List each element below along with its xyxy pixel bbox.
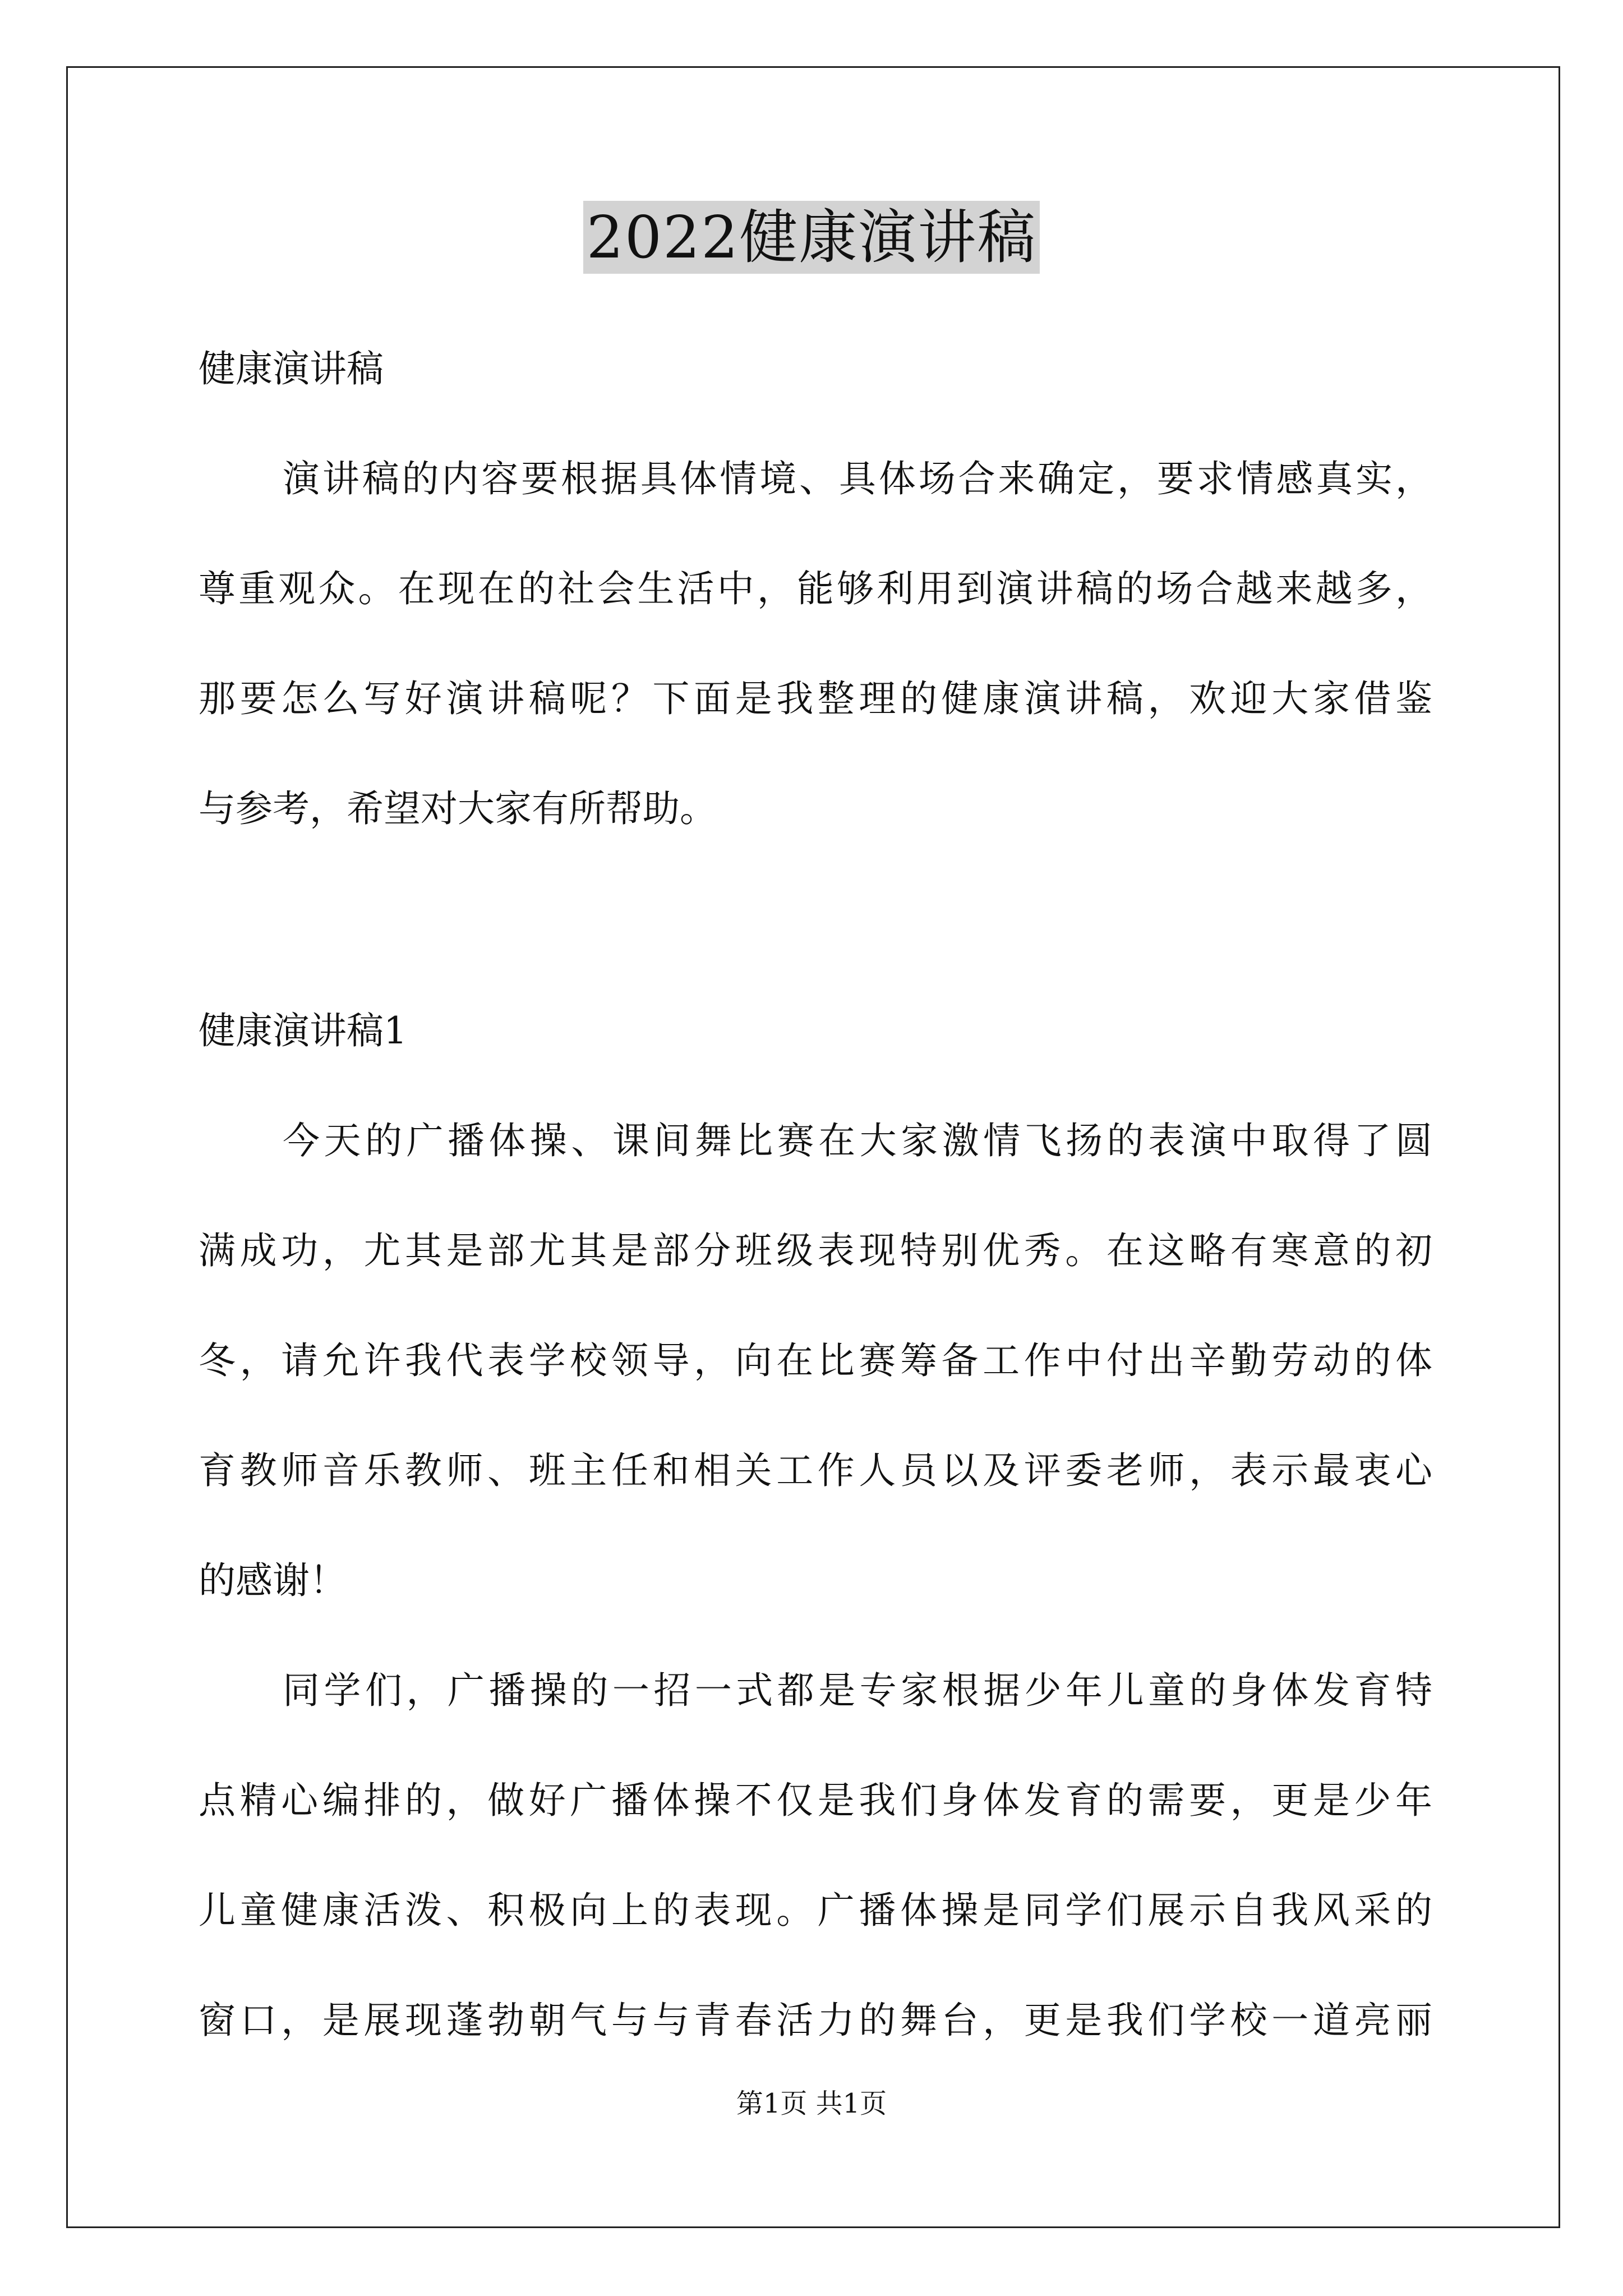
paragraph-line: 与参考，希望对大家有所帮助。 <box>199 787 717 830</box>
section-heading: 健康演讲稿1 <box>199 1009 407 1052</box>
paragraph-line: 那要怎么写好演讲稿呢？下面是我整理的健康演讲稿，欢迎大家借鉴 <box>199 677 1432 720</box>
paragraph-line: 儿童健康活泼、积极向上的表现。广播体操是同学们展示自我风采的 <box>199 1889 1432 1932</box>
title-container <box>0 201 1623 274</box>
paragraph-line: 今天的广播体操、课间舞比赛在大家激情飞扬的表演中取得了圆 <box>283 1119 1432 1162</box>
paragraph-line: 育教师音乐教师、班主任和相关工作人员以及评委老师，表示最衷心 <box>199 1449 1432 1492</box>
paragraph-line: 点精心编排的，做好广播体操不仅是我们身体发育的需要，更是少年 <box>199 1779 1432 1822</box>
paragraph-line: 同学们，广播操的一招一式都是专家根据少年儿童的身体发育特 <box>283 1669 1432 1712</box>
paragraph-line: 窗口，是展现蓬勃朝气与与青春活力的舞台，更是我们学校一道亮丽 <box>199 1999 1432 2042</box>
paragraph-line: 冬，请允许我代表学校领导，向在比赛筹备工作中付出辛勤劳动的体 <box>199 1339 1432 1382</box>
paragraph-line: 尊重观众。在现在的社会生活中，能够利用到演讲稿的场合越来越多， <box>199 567 1432 610</box>
document-body <box>199 342 1432 2047</box>
paragraph-line: 满成功，尤其是部尤其是部分班级表现特别优秀。在这略有寒意的初 <box>199 1229 1432 1272</box>
document-title: 2022健康演讲稿 <box>583 201 1040 274</box>
paragraph-line: 演讲稿的内容要根据具体情境、具体场合来确定，要求情感真实， <box>283 457 1432 500</box>
page-footer: 第1页 共1页 <box>736 2088 887 2119</box>
section-heading: 健康演讲稿 <box>199 347 384 390</box>
paragraph-line: 的感谢！ <box>199 1559 347 1602</box>
